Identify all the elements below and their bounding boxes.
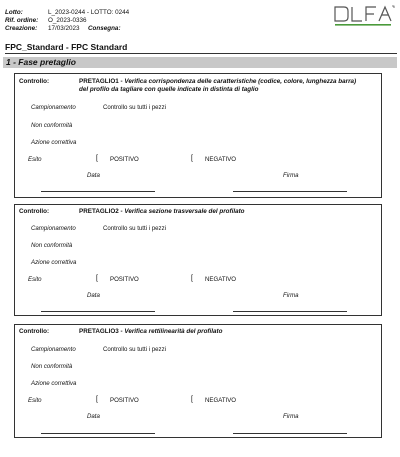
negativo-label: NEGATIVO	[205, 156, 237, 163]
azione-correttiva-label: Azione correttiva	[31, 259, 77, 266]
control-code: PRETAGLIO1 - Verifica corrispondenza delle caratteristiche (codice, colore, lunghezza barra)	[79, 78, 357, 85]
rif-ordine-value: O_2023-0336	[48, 17, 87, 24]
positivo-checkbox[interactable]: [	[96, 275, 98, 282]
positivo-checkbox[interactable]: [	[96, 155, 98, 162]
title-divider	[5, 53, 397, 54]
document-title: FPC_Standard - FPC Standard	[5, 42, 128, 52]
section-header	[3, 57, 397, 68]
campionamento-label: Campionamento	[31, 104, 76, 111]
non-conformita-label: Non conformità	[31, 363, 73, 370]
control-code: PRETAGLIO2 - Verifica sezione trasversale del profilato	[79, 208, 245, 215]
data-label: Data	[87, 292, 100, 299]
non-conformita-label: Non conformità	[31, 242, 73, 249]
non-conformita-label: Non conformità	[31, 122, 73, 129]
negativo-checkbox[interactable]: [	[191, 155, 193, 162]
controllo-label: Controllo:	[19, 78, 50, 85]
controllo-label: Controllo:	[19, 208, 50, 215]
rif-ordine-row	[5, 17, 87, 24]
campionamento-value: Controllo su tutti i pezzi	[103, 346, 166, 353]
company-logo	[332, 4, 396, 28]
data-signature-line[interactable]	[41, 191, 155, 192]
positivo-label: POSITIVO	[110, 276, 139, 283]
firma-label: Firma	[283, 292, 299, 299]
positivo-label: POSITIVO	[110, 397, 139, 404]
campionamento-label: Campionamento	[31, 346, 76, 353]
positivo-label: POSITIVO	[110, 156, 139, 163]
campionamento-value: Controllo su tutti i pezzi	[103, 104, 166, 111]
negativo-checkbox[interactable]: [	[191, 275, 193, 282]
firma-signature-line[interactable]	[233, 191, 347, 192]
data-label: Data	[87, 172, 100, 179]
campionamento-label: Campionamento	[31, 225, 76, 232]
firma-signature-line[interactable]	[233, 311, 347, 312]
control-description-line1: Verifica corrispondenza delle caratteristiche (codice, colore, lunghezza barra)	[124, 78, 357, 85]
rif-ordine-label: Rif. ordine:	[5, 17, 39, 24]
creazione-value: 17/03/2023	[48, 25, 80, 32]
creazione-row	[5, 25, 121, 32]
campionamento-value: Controllo su tutti i pezzi	[103, 225, 166, 232]
lotto-row	[5, 9, 130, 16]
esito-label: Esito	[28, 397, 42, 404]
control-card-3	[14, 324, 382, 438]
positivo-checkbox[interactable]: [	[96, 396, 98, 403]
negativo-label: NEGATIVO	[205, 397, 237, 404]
control-card-2	[14, 204, 382, 316]
creazione-label: Creazione:	[5, 25, 38, 32]
control-card-1	[14, 73, 382, 198]
control-description-line2: del profilo da tagliare con quelle indicate in distinta di taglio	[79, 86, 259, 93]
control-description-line1: Verifica rettilinearità del profilato	[124, 328, 223, 335]
section-title: 1 - Fase pretaglio	[6, 57, 76, 67]
esito-label: Esito	[28, 276, 42, 283]
firma-label: Firma	[283, 172, 299, 179]
control-code: PRETAGLIO3 - Verifica rettilinearità del profilato	[79, 328, 223, 335]
lotto-value: L_2023-0244 - LOTTO: 0244	[48, 9, 130, 16]
control-description-line1: Verifica sezione trasversale del profilato	[124, 208, 245, 215]
firma-label: Firma	[283, 413, 299, 420]
consegna-label: Consegna:	[88, 25, 121, 32]
controllo-label: Controllo:	[19, 328, 50, 335]
data-label: Data	[87, 413, 100, 420]
data-signature-line[interactable]	[41, 311, 155, 312]
firma-signature-line[interactable]	[233, 433, 347, 434]
azione-correttiva-label: Azione correttiva	[31, 380, 77, 387]
negativo-label: NEGATIVO	[205, 276, 237, 283]
esito-label: Esito	[28, 156, 42, 163]
azione-correttiva-label: Azione correttiva	[31, 139, 77, 146]
data-signature-line[interactable]	[41, 433, 155, 434]
lotto-label: Lotto:	[5, 9, 23, 16]
negativo-checkbox[interactable]: [	[191, 396, 193, 403]
